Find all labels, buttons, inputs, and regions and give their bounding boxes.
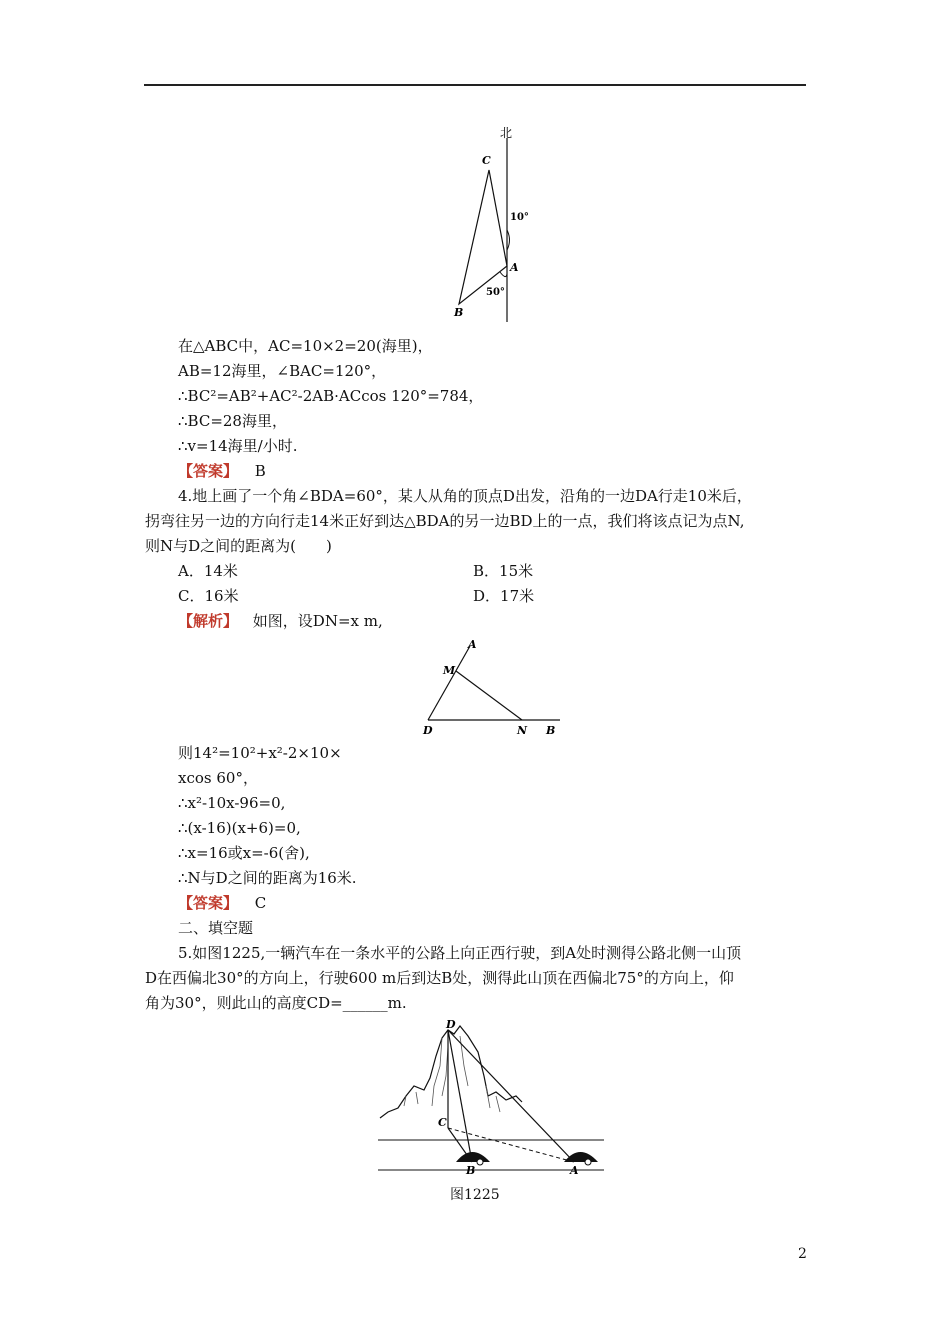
point-a: A: [570, 1164, 579, 1176]
q4-option-c: C．16米: [178, 587, 239, 605]
answer-4: [178, 893, 266, 913]
sol3-line-4: ∴BC=28海里，: [178, 412, 287, 430]
point-c: C: [482, 154, 491, 167]
point-a: A: [468, 638, 477, 651]
sol4-line-1: 则14²=10²+x²-2×10×: [178, 744, 342, 762]
header-rule: [144, 84, 806, 86]
analysis-label: 【解析】: [178, 612, 239, 630]
q5-line-2: D在西偏北30°的方向上，行驶600 m后到达B处，测得此山顶在西偏北75°的方向上，仰: [145, 969, 734, 987]
north-label: 北: [500, 126, 513, 140]
q5-line-3: 角为30°，则此山的高度CD=______m.: [145, 994, 407, 1012]
sol4-line-5: ∴x=16或x=-6(舍),: [178, 844, 310, 862]
point-b: B: [454, 306, 464, 319]
analysis-4: [178, 611, 383, 631]
answer-3: [178, 461, 266, 481]
q5-line-1: 5.如图1225,一辆汽车在一条水平的公路上向正西行驶，到A处时测得公路北侧一山顶: [178, 944, 742, 962]
sol3-line-3: ∴BC²=AB²+AC²-2AB·ACcos 120°=784，: [178, 387, 484, 405]
page-number: 2: [798, 1246, 807, 1262]
figure-triangle-abc: [440, 122, 540, 327]
q4-line-2: 拐弯往另一边的方向行走14米正好到达△BDA的另一边BD上的一点，我们将该点记为点N,: [145, 512, 745, 530]
sol3-line-2: AB=12海里，∠BAC=120°，: [178, 362, 387, 380]
answer-value: B: [254, 462, 266, 480]
answer-value: C: [254, 894, 267, 912]
point-d: D: [446, 1018, 456, 1031]
figure-mountain: [376, 1016, 606, 1176]
sol3-line-5: ∴v=14海里/小时.: [178, 437, 298, 455]
q4-line-1: 4.地上画了一个角∠BDA=60°，某人从角的顶点D出发，沿角的一边DA行走10米后，: [178, 487, 752, 505]
point-a: A: [510, 261, 519, 274]
answer-label: 【答案】: [178, 462, 239, 480]
q4-option-d: D．17米: [473, 587, 535, 605]
sol3-line-1: 在△ABC中，AC=10×2=20(海里)，: [178, 337, 433, 355]
answer-label: 【答案】: [178, 894, 239, 912]
point-c: C: [438, 1116, 447, 1129]
sol4-line-3: ∴x²-10x-96=0,: [178, 794, 286, 812]
q4-option-a: A．14米: [178, 562, 238, 580]
figure-caption: 图1225: [450, 1187, 500, 1203]
point-m: M: [443, 664, 456, 677]
point-d: D: [423, 724, 433, 737]
q4-option-b: B．15米: [473, 562, 534, 580]
figure-angle-bda: [418, 636, 568, 740]
sol4-line-6: ∴N与D之间的距离为16米.: [178, 869, 357, 887]
analysis-text: 如图，设DN=x m,: [252, 612, 383, 630]
sol4-line-2: xcos 60°，: [178, 769, 258, 787]
point-b: B: [546, 724, 556, 737]
angle-10: 10°: [510, 212, 529, 223]
point-b: B: [466, 1164, 476, 1176]
point-n: N: [517, 724, 528, 737]
q4-line-3: 则N与D之间的距离为( ): [145, 537, 332, 555]
sol4-line-4: ∴(x-16)(x+6)=0,: [178, 819, 301, 837]
angle-50: 50°: [486, 287, 505, 298]
section-fill-blank: 二、填空题: [178, 919, 254, 937]
